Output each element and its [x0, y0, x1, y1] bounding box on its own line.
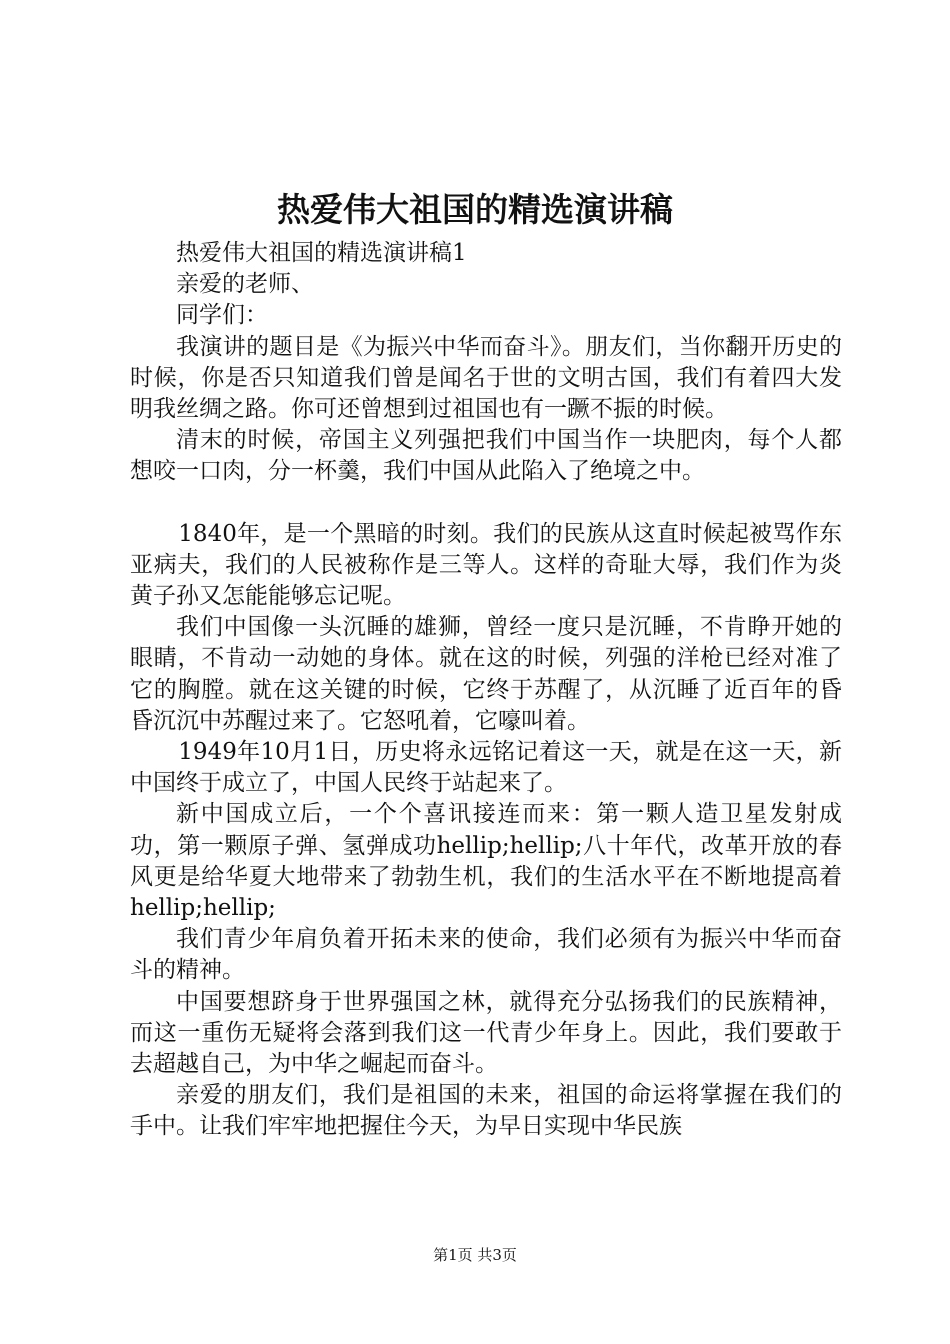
paragraph: 我演讲的题目是《为振兴中华而奋斗》。朋友们，当你翻开历史的时候，你是否只知道我们曾是闻名于世的文明古国，我们有着四大发明我丝绸之路。你可还曾想到过祖国也有一蹶不振的时候。: [130, 333, 842, 423]
paragraph: 我们中国像一头沉睡的雄狮，曾经一度只是沉睡，不肯睁开她的眼睛，不肯动一动她的身体。就在这的时候，列强的洋枪已经对准了它的胸膛。就在这关键的时候，它终于苏醒了，从沉睡了近百年的昏昏沉沉中苏醒过来了。它怒吼着，它嚎叫着。: [130, 614, 842, 734]
page-footer: [0, 1244, 950, 1266]
document-body: [130, 238, 842, 1143]
page-indicator: 第1页 共3页: [433, 1246, 517, 1264]
paragraph: 1840年，是一个黑暗的时刻。我们的民族从这直时候起被骂作东亚病夫，我们的人民被称作是三等人。这样的奇耻大辱，我们作为炎黄子孙又怎能能够忘记呢。: [130, 520, 842, 610]
paragraph: 新中国成立后，一个个喜讯接连而来：第一颗人造卫星发射成功，第一颗原子弹、氢弹成功hellip;hellip;八十年代，改革开放的春风更是给华夏大地带来了勃勃生机，我们的生活水平在不断地提高着hellip;hellip;: [130, 801, 842, 922]
paragraph-salutation-teachers: 亲爱的老师、: [176, 271, 314, 298]
paragraph: 我们青少年肩负着开拓未来的使命，我们必须有为振兴中华而奋斗的精神。: [130, 926, 842, 984]
paragraph: 1949年10月1日，历史将永远铭记着这一天，就是在这一天，新中国终于成立了，中国人民终于站起来了。: [130, 739, 842, 797]
paragraph-salutation-students: 同学们：: [176, 302, 268, 329]
paragraph: 清末的时候，帝国主义列强把我们中国当作一块肥肉，每个人都想咬一口肉，分一杯羹，我们中国从此陷入了绝境之中。: [130, 427, 842, 485]
document-title: 热爱伟大祖国的精选演讲稿: [277, 190, 673, 229]
paragraph: 亲爱的朋友们，我们是祖国的未来，祖国的命运将掌握在我们的手中。让我们牢牢地把握住今天，为早日实现中华民族: [130, 1082, 842, 1140]
paragraph: 中国要想跻身于世界强国之林，就得充分弘扬我们的民族精神，而这一重伤无疑将会落到我们这一代青少年身上。因此，我们要敢于去超越自己，为中华之崛起而奋斗。: [130, 988, 842, 1078]
paragraph-subtitle: 热爱伟大祖国的精选演讲稿1: [176, 240, 467, 266]
